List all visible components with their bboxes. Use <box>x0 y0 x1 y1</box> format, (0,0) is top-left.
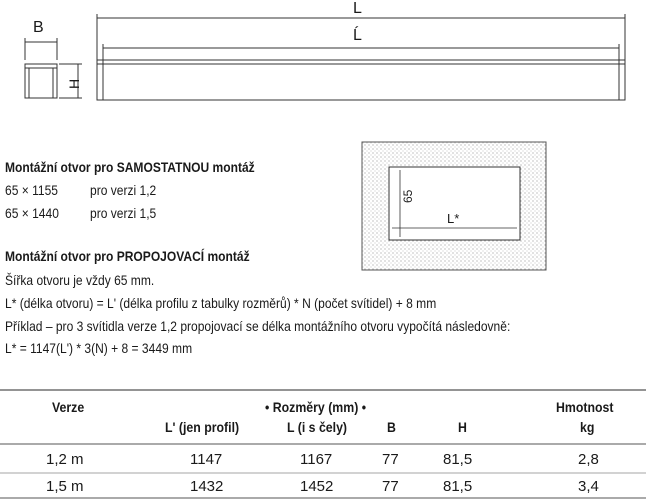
row1-l-prime: 1147 <box>190 451 223 468</box>
profile-side-view <box>25 38 82 98</box>
row2-b: 77 <box>382 478 399 495</box>
col-h: H <box>458 419 467 435</box>
label-65: 65 <box>401 189 415 203</box>
section-linked-title: Montážní otvor pro PROPOJOVACÍ montáž <box>5 248 250 264</box>
row2-l-prime: 1432 <box>190 478 224 495</box>
col-kg: kg <box>580 419 595 435</box>
row1-kg: 2,8 <box>578 451 599 468</box>
linked-line-1: Šířka otvoru je vždy 65 mm. <box>5 272 155 288</box>
row2-kg: 3,4 <box>578 478 599 495</box>
standalone-note-1: pro verzi 1,2 <box>90 182 157 198</box>
standalone-note-2: pro verzi 1,5 <box>90 205 157 221</box>
label-lstar: L* <box>447 211 460 226</box>
col-verze: Verze <box>52 399 85 415</box>
linked-line-2: L* (délka otvoru) = L' (délka profilu z tabulky rozměrů) * N (počet svítidel) + 8 mm <box>5 295 437 311</box>
label-l-prime: Ĺ <box>353 27 362 44</box>
row1-l: 1167 <box>300 451 333 468</box>
row1-verze: 1,2 m <box>46 451 84 468</box>
standalone-size-1: 65 × 1155 <box>5 182 59 198</box>
col-l-prime: L' (jen profil) <box>165 419 240 435</box>
standalone-size-2: 65 × 1440 <box>5 205 59 221</box>
label-b: B <box>33 19 44 36</box>
col-l: L (i s čely) <box>287 419 348 435</box>
linked-line-3: Příklad – pro 3 svítidla verze 1,2 propojovací se délka montážního otvoru vypočítá následovně: <box>5 318 511 334</box>
section-standalone-title: Montážní otvor pro SAMOSTATNOU montáž <box>5 159 255 175</box>
linked-line-4: L* = 1147(L') * 3(N) + 8 = 3449 mm <box>5 340 193 356</box>
row2-verze: 1,5 m <box>46 478 84 495</box>
col-hmotnost: Hmotnost <box>556 399 614 415</box>
col-group-rozmery: • Rozměry (mm) • <box>265 399 367 415</box>
row2-l: 1452 <box>300 478 334 495</box>
row1-h: 81,5 <box>443 451 473 468</box>
cutout-diagram <box>362 142 546 270</box>
label-l: L <box>353 0 362 17</box>
label-h: H <box>66 78 82 89</box>
col-b: B <box>387 419 396 435</box>
row1-b: 77 <box>382 451 399 468</box>
row2-h: 81,5 <box>443 478 473 495</box>
